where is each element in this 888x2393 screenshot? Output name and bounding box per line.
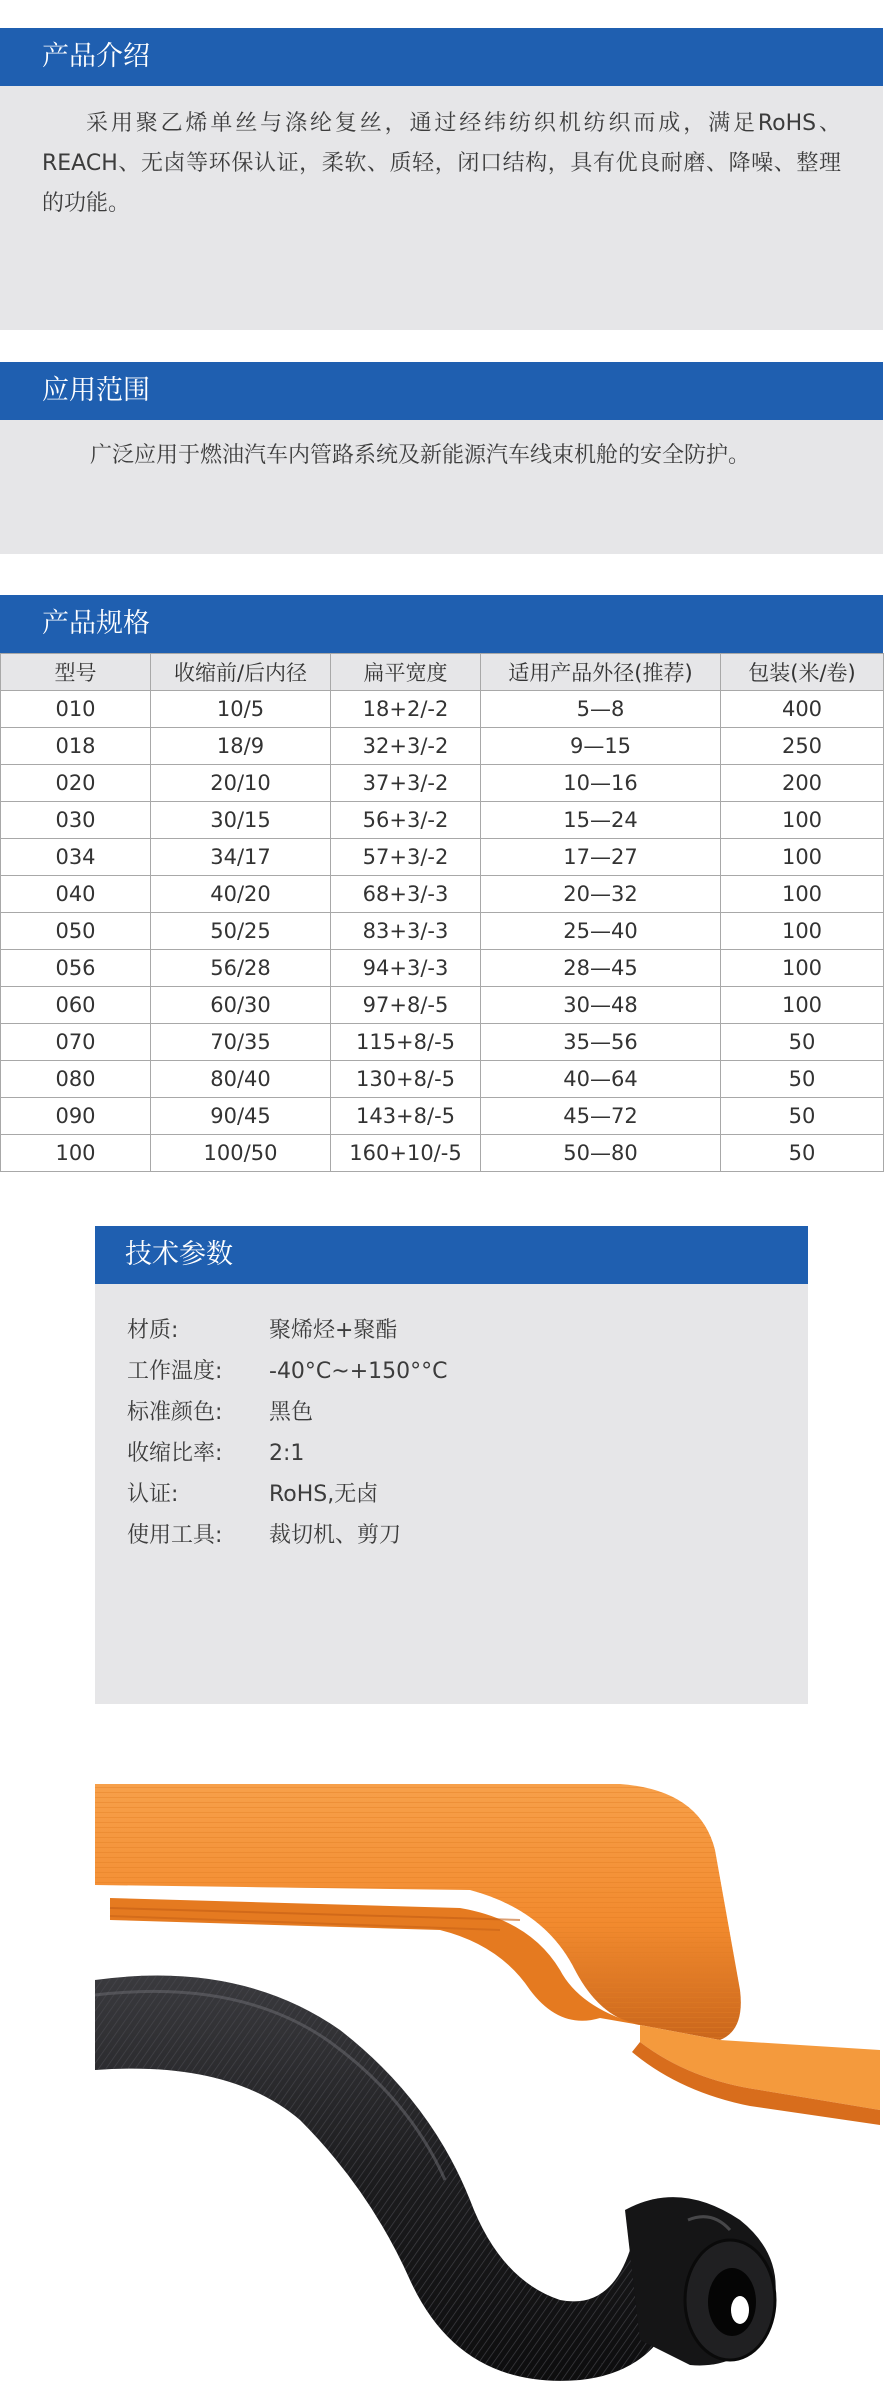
- product-photo: [0, 1780, 883, 2393]
- table-cell: 18/9: [151, 728, 331, 765]
- table-cell: 100: [721, 839, 884, 876]
- table-cell: 50—80: [481, 1135, 721, 1172]
- intro-body: 采用聚乙烯单丝与涤纶复丝，通过经纬纺织机纺织而成，满足RoHS、REACH、无卤等环保认证，柔软、质轻，闭口结构，具有优良耐磨、降噪、整理的功能。: [42, 111, 841, 216]
- sleeve-illustration: [0, 1780, 883, 2393]
- scope-panel: [0, 420, 883, 554]
- table-cell: 18+2/-2: [331, 691, 481, 728]
- table-cell: 040: [1, 876, 151, 913]
- intro-panel: [0, 86, 883, 330]
- table-cell: 25—40: [481, 913, 721, 950]
- table-cell: 100: [1, 1135, 151, 1172]
- table-cell: 020: [1, 765, 151, 802]
- table-cell: 10—16: [481, 765, 721, 802]
- table-cell: 56/28: [151, 950, 331, 987]
- tech-value: 聚烯烃+聚酯: [269, 1318, 398, 1343]
- table-cell: 40/20: [151, 876, 331, 913]
- specs-section: [0, 595, 883, 1172]
- table-cell: 17—27: [481, 839, 721, 876]
- table-row: [1, 765, 884, 802]
- table-cell: 20/10: [151, 765, 331, 802]
- tech-label: 工作温度:: [127, 1359, 223, 1384]
- table-cell: 200: [721, 765, 884, 802]
- column-header: 收缩前/后内径: [151, 654, 331, 691]
- tech-value: 2:1: [269, 1441, 305, 1466]
- table-cell: 70/35: [151, 1024, 331, 1061]
- column-header: 包装(米/卷): [721, 654, 884, 691]
- table-cell: 50: [721, 1098, 884, 1135]
- tech-label: 标准颜色:: [127, 1400, 223, 1425]
- table-cell: 400: [721, 691, 884, 728]
- table-cell: 20—32: [481, 876, 721, 913]
- table-cell: 30—48: [481, 987, 721, 1024]
- tech-title: 技术参数: [95, 1226, 808, 1284]
- tech-row-tools: [127, 1515, 808, 1556]
- tech-value: 裁切机、剪刀: [269, 1523, 402, 1548]
- tech-row-material: [127, 1310, 808, 1351]
- table-cell: 60/30: [151, 987, 331, 1024]
- table-row: [1, 1024, 884, 1061]
- table-row: [1, 913, 884, 950]
- tech-row-shrink-ratio: [127, 1433, 808, 1474]
- table-cell: 37+3/-2: [331, 765, 481, 802]
- table-cell: 34/17: [151, 839, 331, 876]
- table-cell: 115+8/-5: [331, 1024, 481, 1061]
- table-cell: 97+8/-5: [331, 987, 481, 1024]
- tech-row-temperature: [127, 1351, 808, 1392]
- table-row: [1, 728, 884, 765]
- table-cell: 68+3/-3: [331, 876, 481, 913]
- table-cell: 090: [1, 1098, 151, 1135]
- table-cell: 100: [721, 876, 884, 913]
- table-cell: 30/15: [151, 802, 331, 839]
- table-cell: 40—64: [481, 1061, 721, 1098]
- table-row: [1, 1061, 884, 1098]
- table-cell: 56+3/-2: [331, 802, 481, 839]
- table-cell: 9—15: [481, 728, 721, 765]
- table-cell: 5—8: [481, 691, 721, 728]
- table-cell: 100: [721, 987, 884, 1024]
- table-cell: 45—72: [481, 1098, 721, 1135]
- table-cell: 060: [1, 987, 151, 1024]
- table-cell: 010: [1, 691, 151, 728]
- tech-row-color: [127, 1392, 808, 1433]
- tech-label: 使用工具:: [127, 1523, 223, 1548]
- table-row: [1, 987, 884, 1024]
- scope-title: 应用范围: [0, 362, 883, 420]
- table-cell: 50: [721, 1061, 884, 1098]
- scope-section: [0, 362, 883, 554]
- table-cell: 143+8/-5: [331, 1098, 481, 1135]
- table-cell: 50/25: [151, 913, 331, 950]
- table-cell: 130+8/-5: [331, 1061, 481, 1098]
- table-cell: 50: [721, 1135, 884, 1172]
- column-header: 扁平宽度: [331, 654, 481, 691]
- specs-title: 产品规格: [0, 595, 883, 653]
- table-cell: 15—24: [481, 802, 721, 839]
- table-cell: 080: [1, 1061, 151, 1098]
- tech-row-certification: [127, 1474, 808, 1515]
- table-cell: 35—56: [481, 1024, 721, 1061]
- table-cell: 018: [1, 728, 151, 765]
- table-row: [1, 802, 884, 839]
- table-cell: 80/40: [151, 1061, 331, 1098]
- tech-label: 材质:: [127, 1318, 179, 1343]
- table-cell: 90/45: [151, 1098, 331, 1135]
- table-cell: 160+10/-5: [331, 1135, 481, 1172]
- column-header: 适用产品外径(推荐): [481, 654, 721, 691]
- table-row: [1, 1135, 884, 1172]
- table-row: [1, 691, 884, 728]
- table-cell: 070: [1, 1024, 151, 1061]
- table-cell: 100: [721, 913, 884, 950]
- table-cell: 100/50: [151, 1135, 331, 1172]
- tech-label: 收缩比率:: [127, 1441, 223, 1466]
- table-row: [1, 876, 884, 913]
- scope-body: 广泛应用于燃油汽车内管路系统及新能源汽车线束机舱的安全防护。: [90, 443, 751, 468]
- tech-value: 黑色: [269, 1400, 314, 1425]
- table-row: [1, 1098, 884, 1135]
- specs-table: [0, 653, 884, 1172]
- tech-value: -40°C~+150°°C: [269, 1359, 448, 1384]
- table-cell: 57+3/-2: [331, 839, 481, 876]
- column-header: 型号: [1, 654, 151, 691]
- table-cell: 100: [721, 950, 884, 987]
- tech-label: 认证:: [127, 1482, 179, 1507]
- tech-panel: [95, 1284, 808, 1704]
- table-cell: 056: [1, 950, 151, 987]
- table-cell: 050: [1, 913, 151, 950]
- table-cell: 28—45: [481, 950, 721, 987]
- table-row: [1, 839, 884, 876]
- table-cell: 32+3/-2: [331, 728, 481, 765]
- table-cell: 10/5: [151, 691, 331, 728]
- table-cell: 94+3/-3: [331, 950, 481, 987]
- intro-section: [0, 28, 883, 330]
- intro-title: 产品介绍: [0, 28, 883, 86]
- tech-section: [95, 1226, 808, 1704]
- table-row: [1, 950, 884, 987]
- table-cell: 250: [721, 728, 884, 765]
- table-cell: 030: [1, 802, 151, 839]
- table-cell: 100: [721, 802, 884, 839]
- table-cell: 50: [721, 1024, 884, 1061]
- table-cell: 83+3/-3: [331, 913, 481, 950]
- table-cell: 034: [1, 839, 151, 876]
- specs-header-row: [1, 654, 884, 691]
- tech-value: RoHS,无卤: [269, 1482, 379, 1507]
